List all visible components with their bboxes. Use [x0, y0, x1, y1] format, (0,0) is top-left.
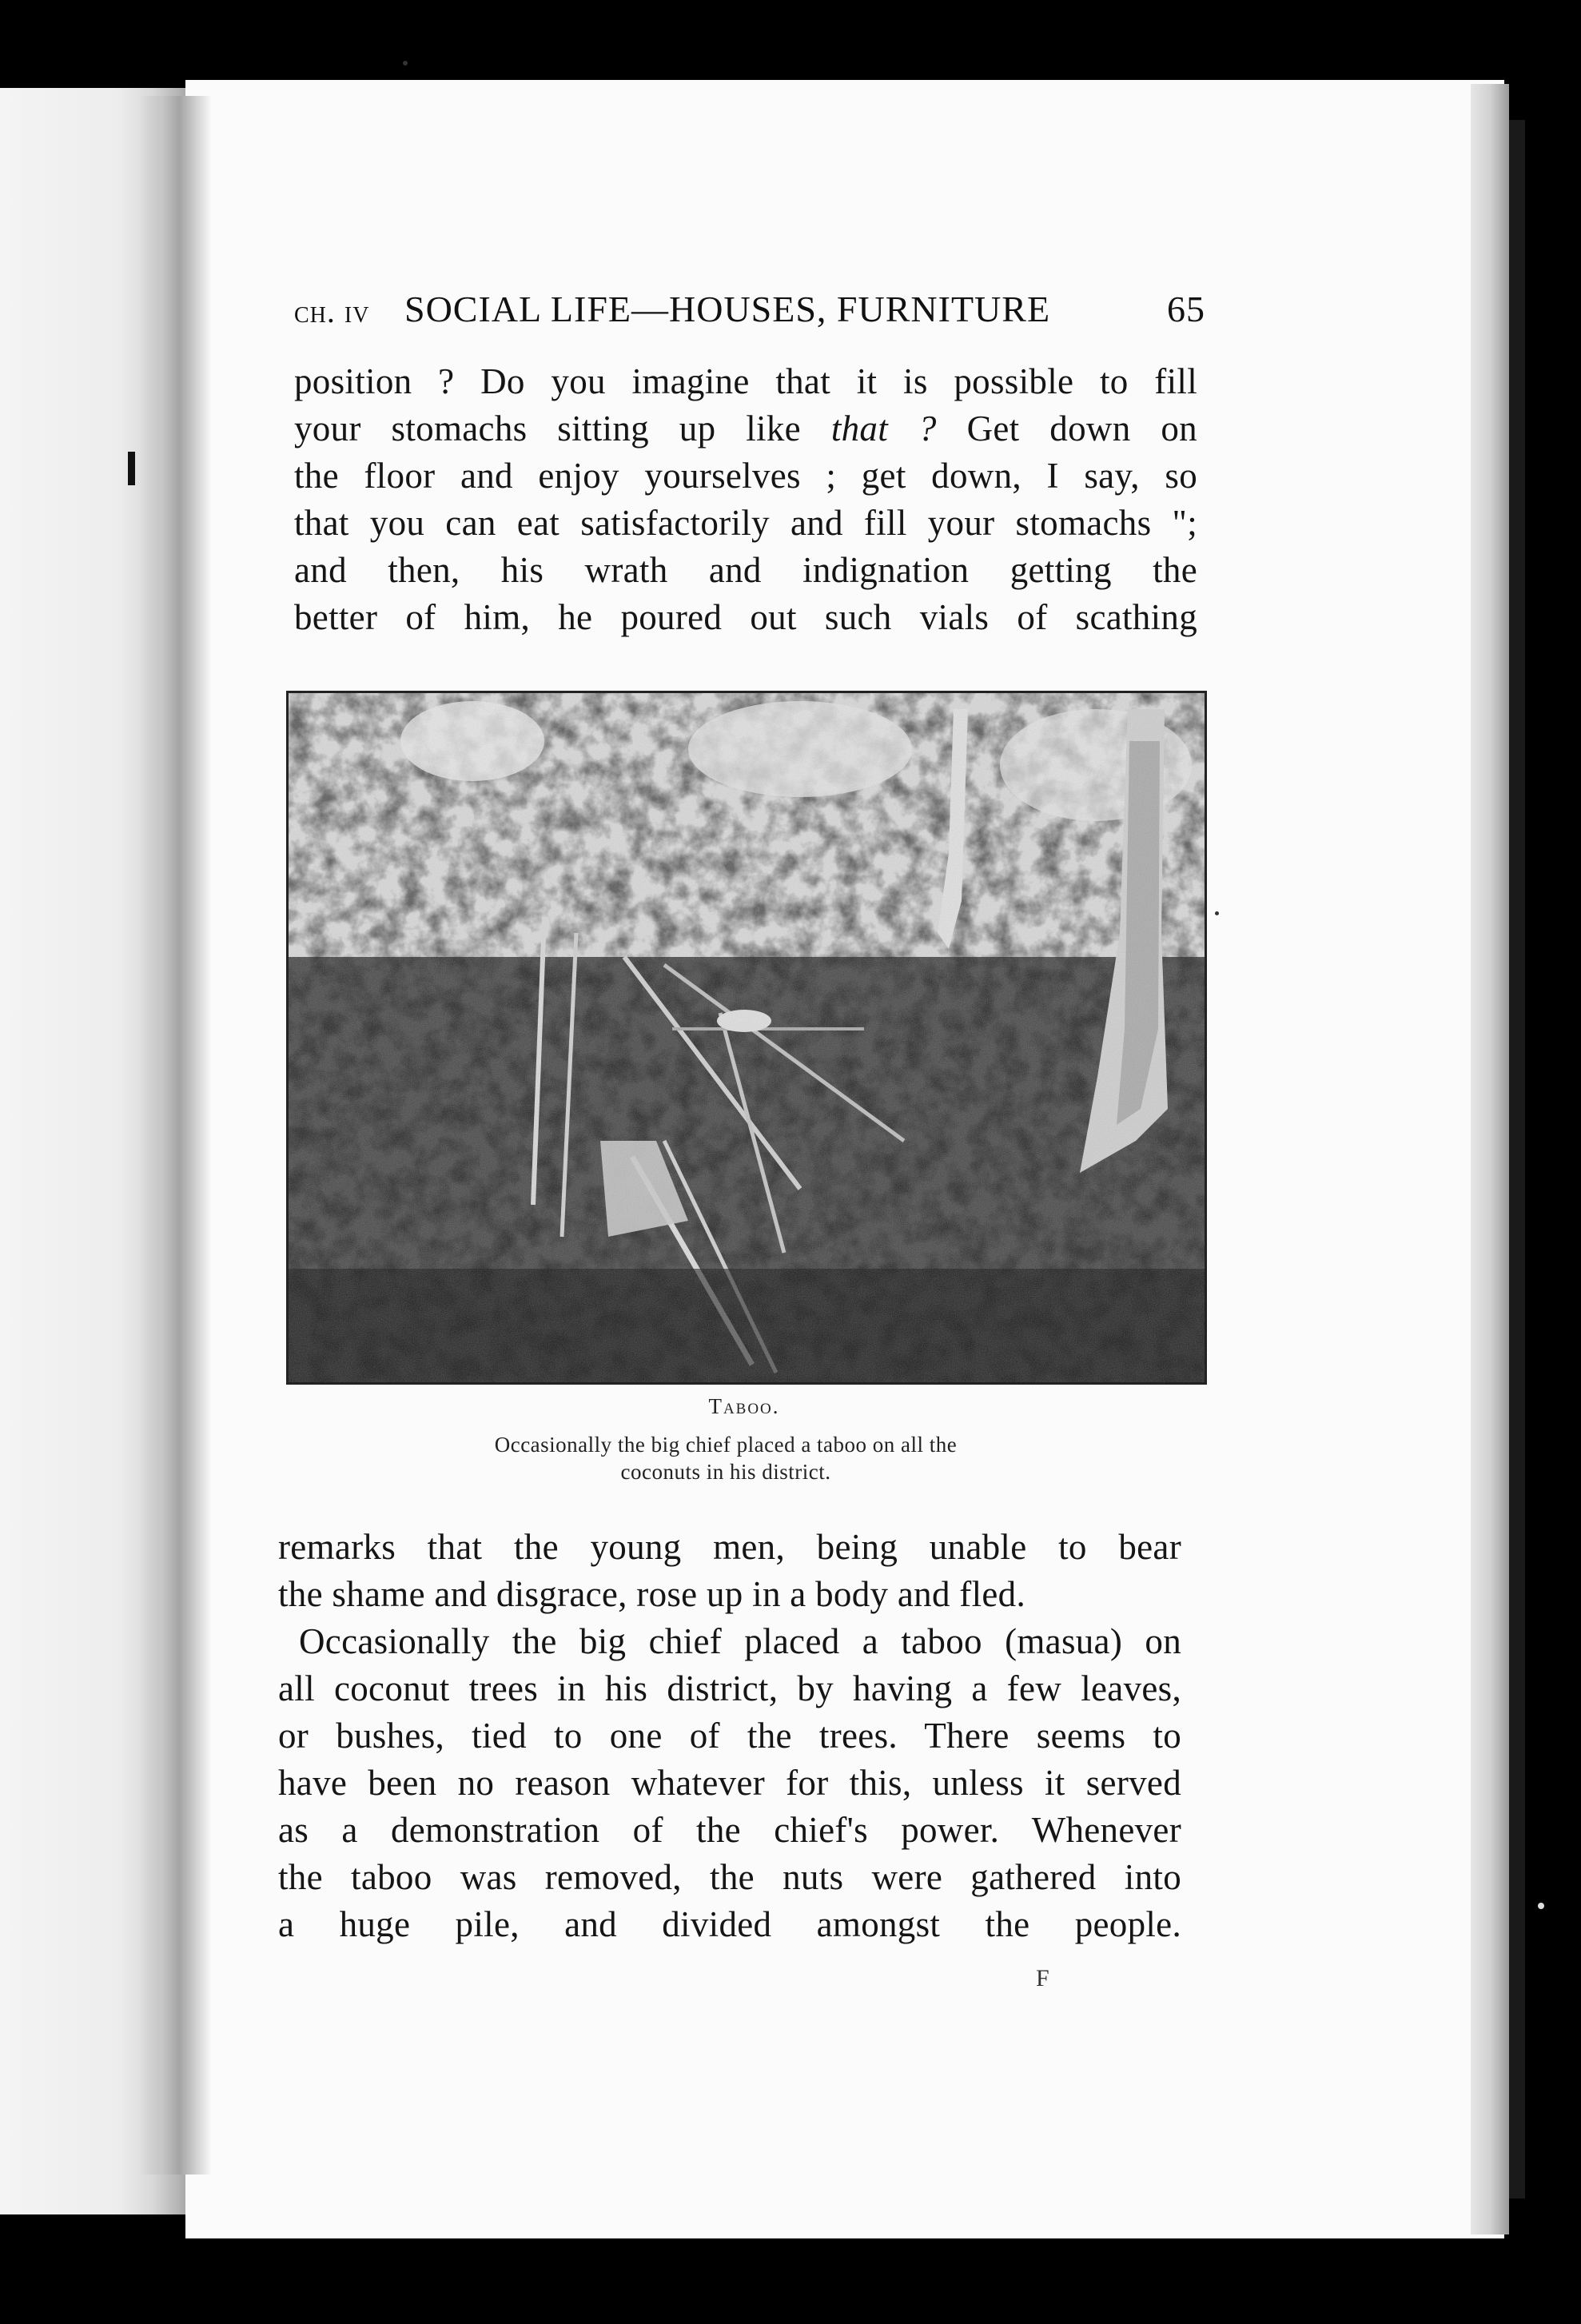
running-head	[294, 288, 1205, 336]
text-line: a huge pile, and divided amongst the people.	[278, 1904, 1181, 1944]
page-fore-edge	[1471, 84, 1509, 2234]
signature-mark: F	[1036, 1965, 1049, 1991]
facing-page-mark	[128, 452, 135, 485]
figure-caption	[382, 1431, 1069, 1485]
text-segment: your stomachs sitting up like	[294, 409, 801, 448]
caption-line: coconuts in his district.	[620, 1460, 831, 1484]
dust-speck	[403, 61, 408, 66]
text-line: remarks that the young men, being unable to bear	[278, 1527, 1181, 1567]
page-number: 65	[1167, 289, 1205, 329]
text-line: the shame and disgrace, rose up in a body and fled.	[278, 1574, 1026, 1614]
text-line: and then, his wrath and indignation getting the	[294, 550, 1197, 590]
bottom-paragraphs	[278, 1524, 1181, 1948]
photo-illustration	[289, 693, 1205, 1382]
text-segment: Get down on	[966, 409, 1197, 448]
text-line: the floor and enjoy yourselves ; get down, I say, so	[294, 456, 1197, 496]
page-fore-edge-shadow	[1509, 120, 1525, 2198]
taboo-photograph	[286, 691, 1207, 1385]
dust-speck	[1538, 1903, 1544, 1909]
running-title: SOCIAL LIFE—HOUSES, FURNITURE	[404, 289, 1051, 329]
caption-line: Occasionally the big chief placed a taboo on all the	[494, 1433, 958, 1457]
text-line: all coconut trees in his district, by having a few leaves,	[278, 1668, 1181, 1708]
dust-speck	[1215, 911, 1219, 915]
top-paragraph	[294, 358, 1197, 641]
text-line	[294, 405, 1197, 452]
text-line: have been no reason whatever for this, unless it served	[278, 1763, 1181, 1803]
chapter-label: ch. iv	[294, 293, 370, 329]
spine-shadow	[140, 96, 212, 2175]
text-line: as a demonstration of the chief's power. Whenever	[278, 1810, 1181, 1850]
text-line: or bushes, tied to one of the trees. There seems to	[278, 1716, 1181, 1756]
text-line: the taboo was removed, the nuts were gathered into	[278, 1857, 1181, 1897]
text-line: that you can eat satisfactorily and fill your stomachs ";	[294, 503, 1197, 543]
text-line: better of him, he poured out such vials of scathing	[294, 597, 1197, 637]
emphasis: that ?	[830, 409, 937, 448]
text-line: position ? Do you imagine that it is possible to fill	[294, 361, 1197, 401]
figure-title: Taboo.	[708, 1394, 780, 1418]
text-line: Occasionally the big chief placed a taboo (masua) on	[299, 1621, 1181, 1661]
